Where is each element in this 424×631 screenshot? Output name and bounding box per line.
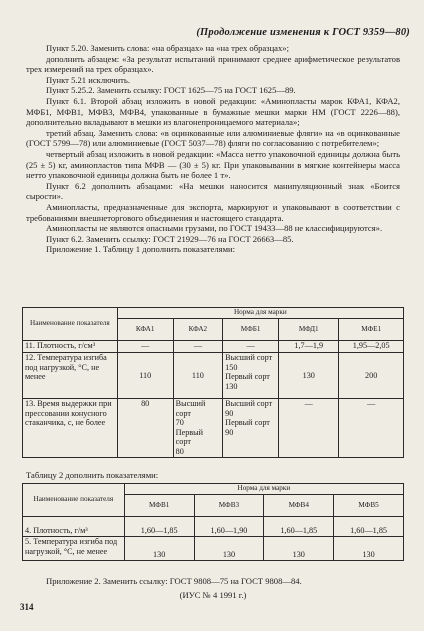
cell: 1,60—1,85 [264,517,334,537]
paragraph: Пункт 6.1. Второй абзац изложить в новой редакции: «Аминопласты марок КФА1, КФА2, МФБ1, МФВ1, МФВ3, МФВ4, упакованные в бумажные мешки марки НМ (ГОСТ 2226—88), дополнительно вкладывают в мешки из влагонепроницаемого материала»; [26,95,400,128]
cell: 1,60—1,85 [334,517,404,537]
row-name: 4. Плотность, г/м³ [23,517,125,537]
row-name: 12. Температура изгиба под нагрузкой, °С, не менее [23,353,118,399]
cell: 110 [117,353,173,399]
cell: — [223,341,279,353]
row-name: 13. Время выдержки при прессовании конусного стаканчика, с, не более [23,399,118,458]
cell: — [117,341,173,353]
table-1-group-header: Норма для марки [117,308,403,319]
table-1-col-header: КФА1 [117,319,173,341]
cell: 130 [264,537,334,561]
cell: 130 [194,537,264,561]
table-row [23,341,404,353]
cell: 130 [334,537,404,561]
cell: 1,95—2,05 [339,341,404,353]
table-2-col-header: МФВ3 [194,495,264,517]
page-number: 314 [20,602,34,612]
cell: — [339,399,404,458]
table-2-name-header: Наименование показателя [23,484,125,517]
table-1-name-header: Наименование показателя [23,308,118,341]
cell: 130 [124,537,194,561]
paragraph: Пункт 5.20. Заменить слова: «на образцах» на «на трех образцах»; [46,43,289,53]
table-1-col-header: МФД1 [279,319,339,341]
paragraph: четвертый абзац изложить в новой редакции: «Масса нетто упаковочной единицы должна быть (25 ± 5) кг, аминопластов типа МФВ — (30 ± 5) кг. При упаковывании в мягкие контейнеры масса нетто упаковочной единицы должна быть не более 1 т». [26,148,400,181]
cell: 1,7—1,9 [279,341,339,353]
footer-line: Приложение 2. Заменить ссылку: ГОСТ 9808—75 на ГОСТ 9808—84. [46,576,302,586]
paragraph: Пункт 5.21 исключить. [46,74,130,85]
paragraph: Приложение 1. Таблицу 1 дополнить показателями: [46,244,235,255]
paragraph: Аминопласты, предназначенные для экспорта, маркируют и упаковывают в соответствии с требованиями внешнеторгового объединения и настоящего стандарта. [26,201,400,223]
table-row [23,353,404,399]
table-2-col-header: МФВ1 [124,495,194,517]
paragraph: третий абзац. Заменить слова: «в оцинкованные или алюминиевые фляги» на «в оцинкованные (ГОСТ 5799—78) или алюминиевые (ГОСТ 5037—78) фляги по согласованию с потребителем»; [26,127,400,149]
cell: — [173,341,223,353]
cell: 1,60—1,90 [194,517,264,537]
table-2 [22,483,404,561]
row-name: 11. Плотность, г/см³ [23,341,118,353]
table-2-intro: Таблицу 2 дополнить показателями: [26,470,159,480]
table-2-col-header: МФВ4 [264,495,334,517]
table-2-group-header: Норма для марки [124,484,403,495]
cell: Высший сорт 90 Первый сорт 90 [223,399,279,458]
cell: 130 [279,353,339,399]
table-1-col-header: КФА2 [173,319,223,341]
body-text [26,43,400,255]
cell: Высший сорт 150 Первый сорт 130 [223,353,279,399]
paragraph: Пункт 6.2. Заменить ссылку: ГОСТ 21929—76 на ГОСТ 26663—85. [46,233,294,244]
paragraph: дополнить абзацем: «За результат испытаний принимают среднее арифметическое результатов трех измерений на трех образцах». [26,53,400,75]
cell: 110 [173,353,223,399]
cell: 1,60—1,85 [124,517,194,537]
paragraph: Пункт 6.2 дополнить абзацами: «На мешки наносится манипуляционный знак «Боится сырости». [26,180,400,202]
cell: 80 [117,399,173,458]
table-row [23,537,404,561]
running-header: (Продолжение изменения к ГОСТ 9359—80) [196,27,410,38]
table-1 [22,307,404,458]
table-1-col-header: МФБ1 [223,319,279,341]
paragraph: Пункт 5.25.2. Заменить ссылку: ГОСТ 1625—75 на ГОСТ 1625—89. [46,85,296,96]
cell: — [279,399,339,458]
table-2-col-header: МФВ5 [334,495,404,517]
cell: Высший сорт 70 Первый сорт 80 [173,399,223,458]
row-name: 5. Температура изгиба под нагрузкой, °С, не менее [23,537,125,561]
table-row [23,517,404,537]
ius-reference: (ИУС № 4 1991 г.) [179,590,247,600]
table-row [23,399,404,458]
cell: 200 [339,353,404,399]
paragraph: Аминопласты не являются опасными грузами, по ГОСТ 19433—88 не классифицируются». [46,223,383,234]
table-1-col-header: МФЕ1 [339,319,404,341]
